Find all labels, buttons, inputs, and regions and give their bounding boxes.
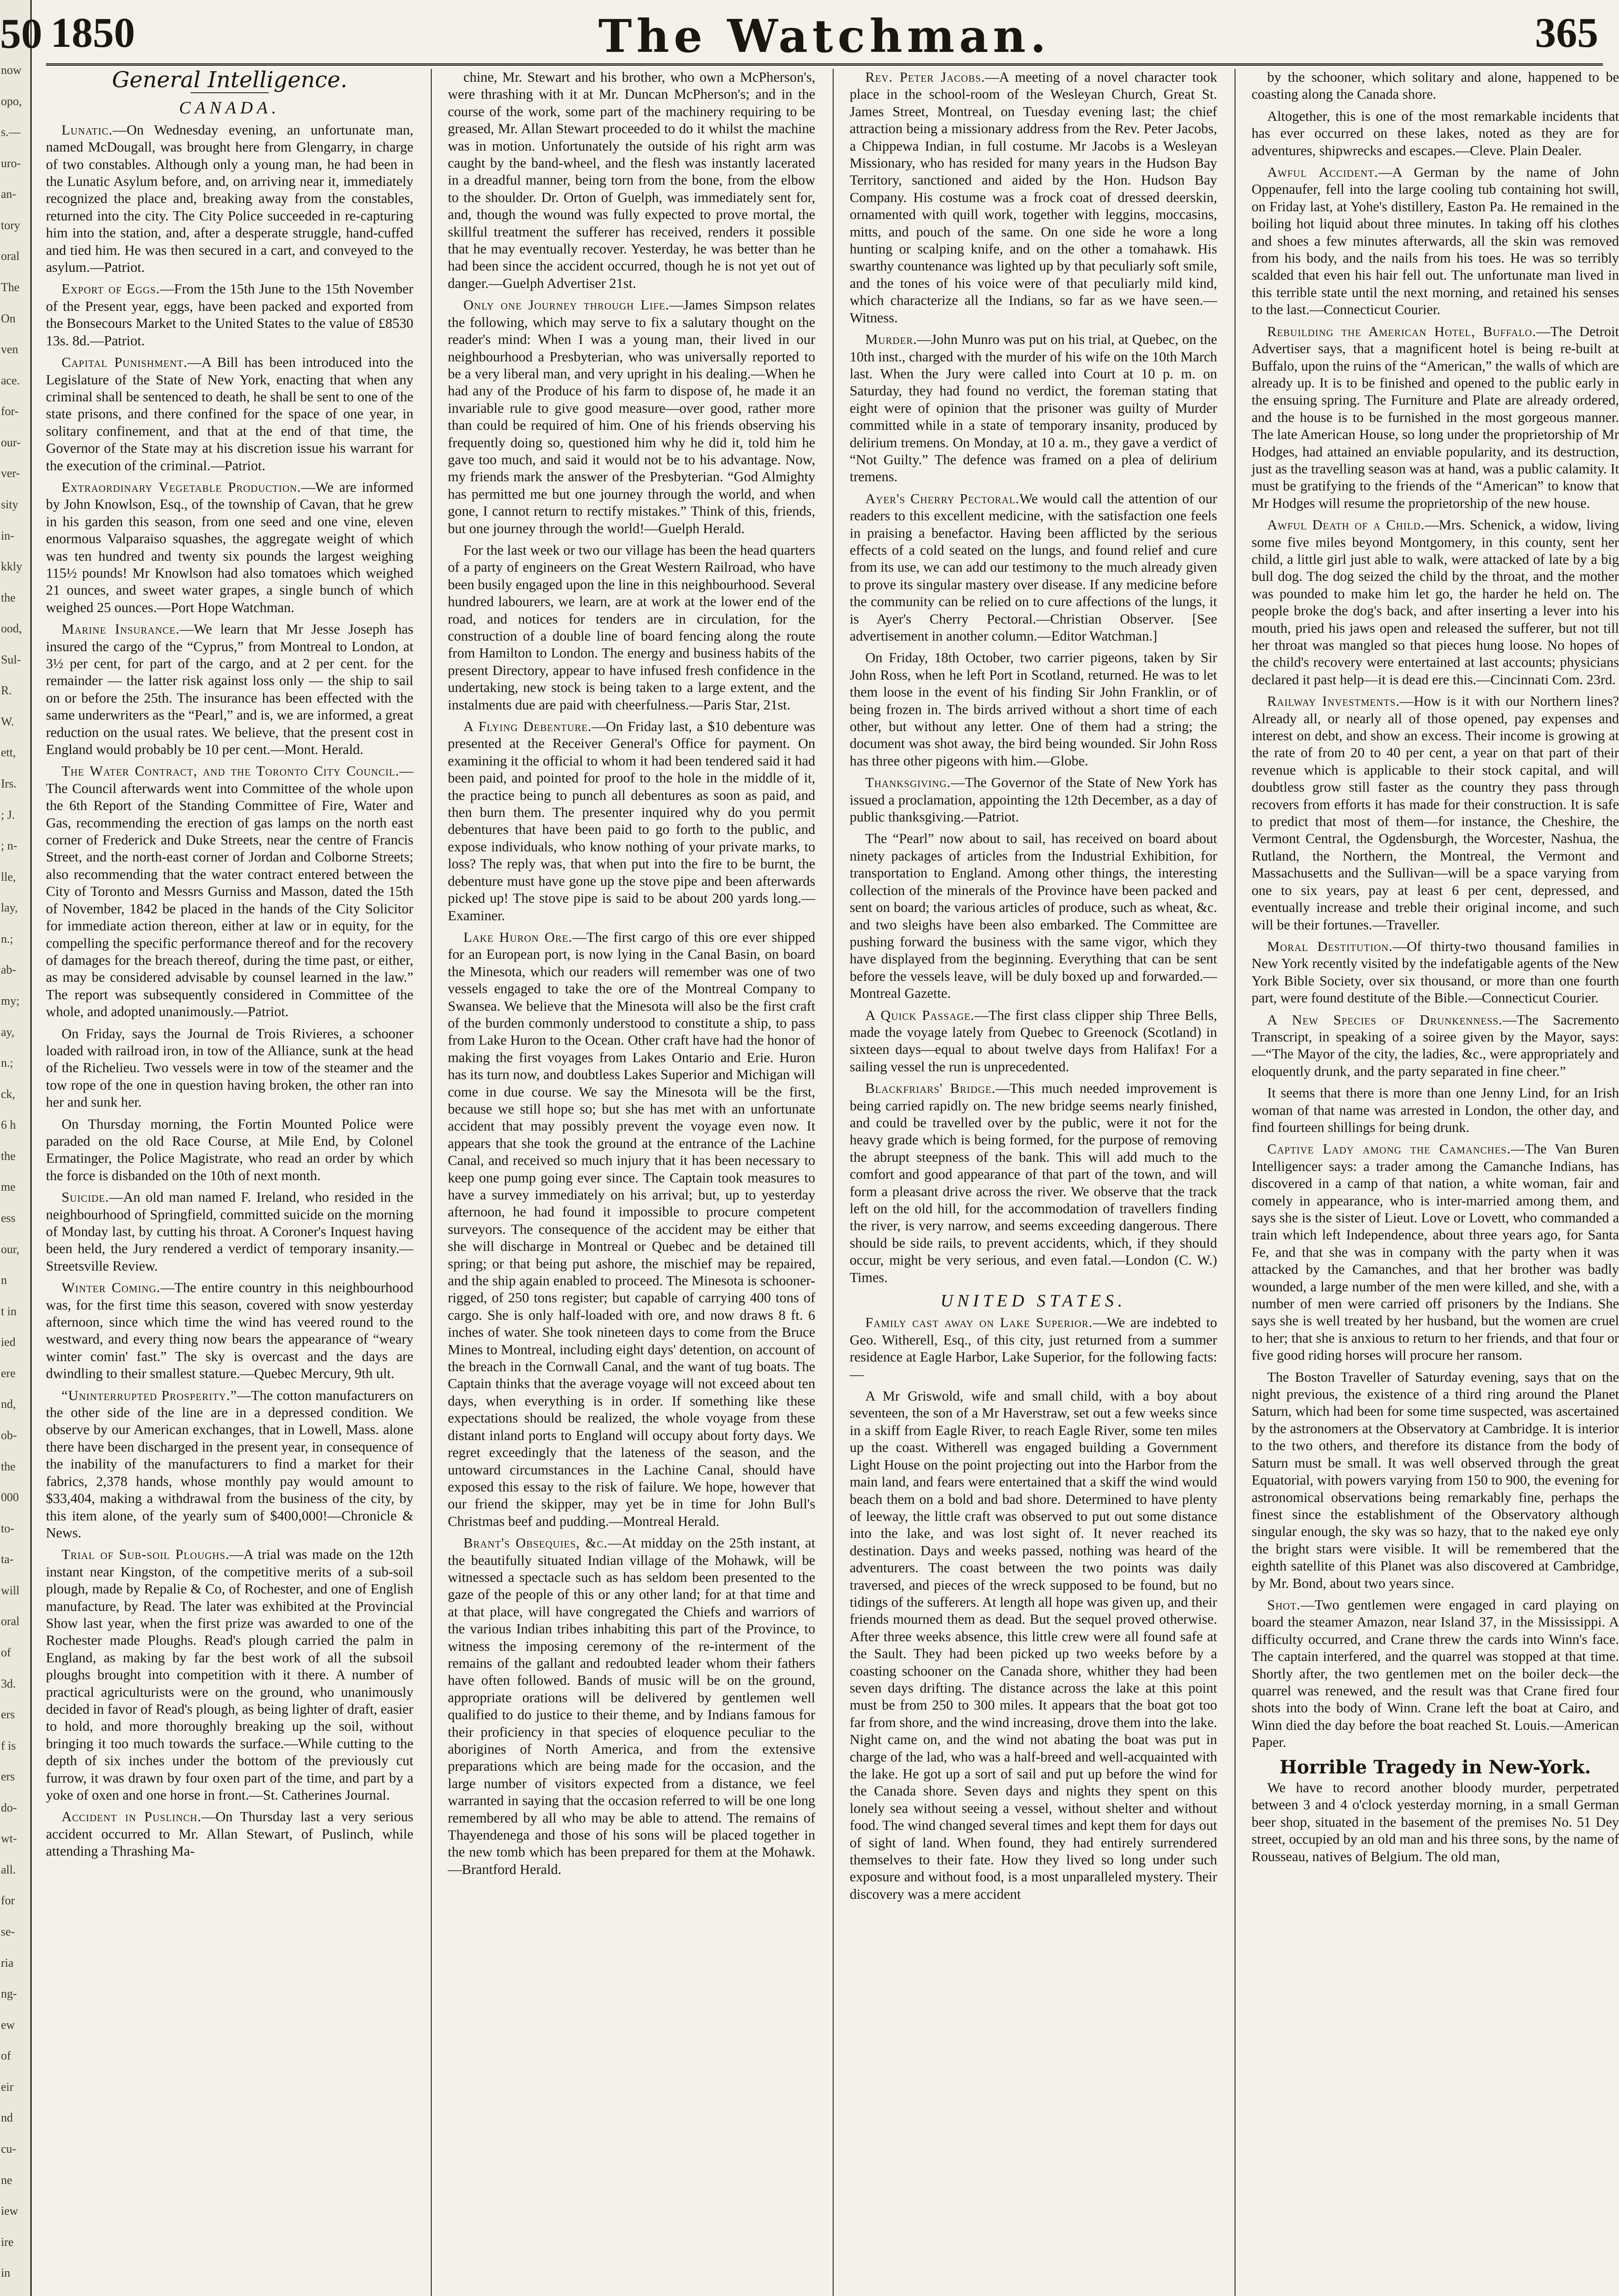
news-item-body: —Of thirty-two thousand families in New York recently visited by the indefatigable agents of the New York Bible Society, over six thousand, or more than one fourth part, were found destitute of the Bible.—Connecticut Courier. bbox=[1252, 938, 1619, 1006]
edge-fragment: my; bbox=[1, 994, 20, 1008]
edge-fragment: ood, bbox=[1, 622, 22, 636]
edge-fragment: our- bbox=[1, 435, 21, 449]
news-item bbox=[46, 281, 413, 349]
newspaper-title: The Watchman. bbox=[598, 10, 1051, 63]
news-item bbox=[46, 1025, 413, 1111]
news-item-body: A Mr Griswold, wife and small child, with a boy about seventeen, the son of a Mr Haverstraw, set out a few weeks since in a skiff from Eagle River, to reach Eagle River, some ten miles up the coast. Witherell was engaged building a Government Light House on the point projecting out into the Harbor from the main land, and fears were entertained that a skiff the wind would beach them on a bold and bad shore. Determined to have plenty of leeway, the little craft was observed to put out some distance into the lake, and was lost sight of. It never reached its destination. Days and weeks passed, nothing was heard of the adventurers. The coast between the two points was daily traversed, and pieces of the wreck supposed to be found, but no tidings of the sufferers. At length all hope was given up, and their friends mourned them as dead. But the sequel proved otherwise. After three weeks absence, this little crew were all found safe at the Sault. They had been picked up two weeks before by a coasting schooner on the Canada shore, whither they had been seven days drifting. The distance across the lake at this point must be from 250 to 300 miles. It appears that the boat got too far from shore, and the wind increasing, drove them into the lake. Night came on, and the wind not abating the boat was put in charge of the lad, who was a half-breed and well-acquainted with the lake. He got up a sort of sail and put up before the wind for the Canada shore. Seven days and nights they spent on this lonely sea without seeing a vessel, without shelter and without food. The wind changed several times and kept them for days out of sight of land. When found, they had entirely surrendered themselves to their fate. How they lived so long under such exposure and without food, is a most unparalleled mystery. Their discovery was a mere accident bbox=[850, 1388, 1217, 1902]
news-item-body: —On Thursday last a very serious accident occurred to Mr. Allan Stewart, of Puslinch, while attending a Thrashing Ma- bbox=[46, 1809, 413, 1859]
edge-fragment: the bbox=[1, 1149, 16, 1163]
edge-fragment: lay, bbox=[1, 901, 18, 915]
news-item bbox=[850, 1388, 1217, 1903]
edge-fragment: se- bbox=[1, 1925, 15, 1939]
news-item-body: —The first class clipper ship Three Bells, made the voyage lately from Quebec to Greenock (Scotland) in sixteen days—equal to about twelve days from Halifax! For a sailing vessel the run is unprecedented. bbox=[850, 1007, 1217, 1075]
news-item-body: —How is it with our Northern lines? Already all, or nearly all of those opened, pay expenses and interest on debt, and show an excess. Their income is growing at the rate of from 20 to 40 per cent, a year on that part of their revenue which is applicable to their stock capital, and will doubtless grow still faster as the country they pass through recovers from efforts it has made for their construction. It is safe to predict that most of them—for instance, the Cheshire, the Vermont Central, the Ogdensburgh, the Worcester, Nashua, the Rutland, the Northern, the Montreal, the Vermont and Massachusetts and the Sullivan—will be a space varying from one to six years, pay at least 6 per cent, depressed, and eventually increase and treble their original income, and such will be their fortunes.—Traveller. bbox=[1252, 693, 1619, 933]
edge-fragment: in bbox=[1, 2266, 11, 2280]
news-item-lead: Export of Eggs. bbox=[62, 281, 160, 297]
column-1 bbox=[46, 69, 413, 2296]
edge-fragment: Sul- bbox=[1, 653, 21, 666]
section-heading-horrible: Horrible Tragedy in New-York. bbox=[1279, 1756, 1591, 1778]
news-item-body: —A German by the name of John Oppenaufer, fell into the large cooling tub containing hot swill, on Friday last, at Yohe's distillery, Easton Pa. He remained in the boiling hot liquid about three minutes. In taking off his clothes and shoes a few minutes afterwards, all the skin was removed from his body, and the nails from his toes. He was so terribly scalded that even his hair fell out. The unfortunate man lived in this terrible state until the next morning, and retained his senses to the last.—Connecticut Courier. bbox=[1252, 164, 1619, 318]
news-item-lead: The Water Contract, and the Toronto City Council. bbox=[62, 763, 400, 779]
news-item-lead: Awful Death of a Child. bbox=[1267, 517, 1425, 533]
column-rule bbox=[833, 69, 834, 2296]
column-2 bbox=[448, 69, 815, 2296]
edge-fragment: s.— bbox=[1, 125, 21, 139]
news-item bbox=[1252, 164, 1619, 319]
edge-fragment: me bbox=[1, 1180, 16, 1194]
edge-fragment: all. bbox=[1, 1863, 16, 1876]
news-item bbox=[46, 1279, 413, 1382]
news-item bbox=[1252, 69, 1619, 103]
edge-fragment: will bbox=[1, 1583, 20, 1597]
news-item bbox=[850, 1007, 1217, 1076]
edge-fragment: iew bbox=[1, 2204, 18, 2218]
news-item bbox=[46, 1546, 413, 1804]
news-item bbox=[46, 1808, 413, 1860]
edge-fragment: of bbox=[1, 1645, 11, 1659]
news-item-body: It seems that there is more than one Jenny Lind, for an Irish woman of that name was arrested in London, the other day, and find fourteen shillings for being drunk. bbox=[1252, 1085, 1619, 1135]
edge-fragment: The bbox=[1, 280, 20, 294]
news-item-body: —This much needed improvement is being carried rapidly on. The new bridge seems nearly finished, and could be travelled over by the public, were it not for the heavy grade which is being formed, for the purpose of removing the abrupt steepness of the bank. This will add much to the comfort and good appearance of that part of the town, and will form a pleasant drive across the river. We observe that the track left on the old hill, for the accommodation of travellers finding the river, is very narrow, and seems exceeding dangerous. There should be side rails, to prevent accidents, which, if they should occur, might be very serious, and even fatal.—London (C. W.) Times. bbox=[850, 1080, 1217, 1285]
news-item-lead: Awful Accident. bbox=[1267, 164, 1378, 180]
news-item bbox=[448, 69, 815, 292]
edge-fragment: ew bbox=[1, 2018, 15, 2032]
news-item-body: On Friday, 18th October, two carrier pigeons, taken by Sir John Ross, when he left Port in Scotland, returned. He was to let them loose in the event of his finding Sir John Franklin, or of being frozen in. The birds arrived without a short time of each other, but without any letter. One of them had a string; the document was shot away, the bird being wounded. Sir John Ross has three other pigeons with him.—Globe. bbox=[850, 650, 1217, 769]
news-item-lead: Shot. bbox=[1267, 1597, 1301, 1613]
news-item bbox=[850, 69, 1217, 326]
news-item-body: —Two gentlemen were engaged in card playing on board the steamer Amazon, near Island 37, in the Mississippi. A difficulty occurred, and Crane threw the cards into Winn's face. The captain interfered, and the quarrel was stopped at that time. Shortly after, the two gentlemen met on the boiler deck—the quarrel was renewed, and the result was that Crane fired four shots into the body of Winn. Crane left the boat at Cairo, and Winn died the day before the boat reached St. Louis.—American Paper. bbox=[1252, 1597, 1619, 1750]
edge-fragment: ver- bbox=[1, 467, 20, 480]
news-item-lead: Moral Destitution. bbox=[1267, 938, 1393, 954]
news-item-body: —The Detroit Advertiser says, that a magnificent hotel is being re-built at Buffalo, upon the ruins of the “American,” the walls of which are already up. It is to be finished and opened to the public early in the ensuing spring. The Furniture and Plate are already ordered, and the house is to be furnished in the most gorgeous manner. The late American House, so long under the proprietorship of Mr Hodges, had attained an enviable popularity, and its destruction, just as the travelling season was at hand, was a public calamity. It must be gratifying to the friends of the “American” to know that Mr Hodges will resume the proprietorship of the new house. bbox=[1252, 323, 1619, 511]
edge-fragment: eir bbox=[1, 2080, 14, 2093]
news-item bbox=[850, 830, 1217, 1002]
news-item-lead: Rev. Peter Jacobs. bbox=[865, 69, 985, 85]
edge-fragment: n bbox=[1, 1273, 7, 1287]
news-item bbox=[1252, 323, 1619, 512]
edge-fragment: ta- bbox=[1, 1553, 14, 1566]
edge-fragment: ire bbox=[1, 2235, 14, 2249]
news-item-lead: Suicide. bbox=[62, 1189, 109, 1205]
news-item bbox=[448, 1535, 815, 1878]
news-item bbox=[46, 621, 413, 758]
news-item bbox=[1252, 1779, 1619, 1865]
edge-fragment: oral bbox=[1, 249, 20, 263]
column-3 bbox=[850, 69, 1217, 2296]
news-item bbox=[850, 649, 1217, 770]
news-item-lead: Lunatic. bbox=[62, 122, 113, 138]
edge-fragment: wt- bbox=[1, 1832, 17, 1846]
masthead bbox=[46, 8, 1603, 66]
edge-fragment: ; J. bbox=[1, 808, 15, 822]
news-item bbox=[46, 479, 413, 616]
news-item-body: Altogether, this is one of the most remarkable incidents that has ever occurred on these lakes, noted as they are for adventures, shipwrecks and escapes.—Cleve. Plain Dealer. bbox=[1252, 108, 1619, 158]
news-item bbox=[1252, 1597, 1619, 1751]
page-number: 365 bbox=[1535, 9, 1598, 56]
news-item-lead: A Quick Passage. bbox=[865, 1007, 975, 1023]
news-item bbox=[850, 1314, 1217, 1383]
edge-fragment: for bbox=[1, 1894, 15, 1908]
news-item-lead: Thanksgiving. bbox=[865, 775, 951, 791]
edge-fragment: tory bbox=[1, 218, 20, 232]
news-item-body: —The entire country in this neighbourhood was, for the first time this season, covered with snow yesterday afternoon, since which time the wind has veered round to the westward, and every thing now bears the appearance of “weary winter comin' fast.” The sky is overcast and the days are dwindling to their smallest stature.—Quebec Mercury, 9th ult. bbox=[46, 1280, 413, 1382]
edge-fragment: ace. bbox=[1, 373, 20, 387]
edge-fragment: an- bbox=[1, 187, 17, 201]
news-item-lead: Family cast away on Lake Superior. bbox=[865, 1315, 1093, 1331]
edge-fragment: ; n- bbox=[1, 839, 17, 853]
news-item-body: For the last week or two our village has been the head quarters of a party of engineers on the Great Western Railroad, who have been busily engaged upon the line in this neighbourhood. Several hundred labourers, we learn, are at work at the lower end of the road, and notices for tenders are in circulation, for the construction of a double line of board fencing along the route from Hamilton to London. The energy and business habits of the present Directory, appear to have infused fresh confidence in the undertaking, new stock is being taken to a large extent, and the instalments due are paid with cheerfulness.—Paris Star, 21st. bbox=[448, 542, 815, 713]
news-item-body: —James Simpson relates the following, which may serve to fix a salutary thought on the reader's mind: When I was a young man, their lived in our neighbourhood a Presbyterian, who was universally reported to be a very liberal man, and very upright in his dealing.—When he had any of the Produce of his farm to dispose of, he made it an invariable rule to give good measure—over good, rather more than could be required of him. One of his friends observing his frequently doing so, questioned him why he did it, told him he gave too much, and said it would not be to his advantage. Now, my friends mark the answer of the Presbyterian. “God Almighty has permitted me but one journey through the world, and when gone, I cannot return to rectify mistakes.” Think of this, friends, but one journey through the world!—Guelph Herald. bbox=[448, 297, 815, 536]
edge-fragment: 6 h bbox=[1, 1118, 16, 1132]
news-item-lead: Winter Coming. bbox=[62, 1280, 161, 1296]
edge-fragment: On bbox=[1, 311, 16, 325]
section-heading-general: General Intelligence. bbox=[112, 67, 348, 93]
news-item-lead: Ayer's Cherry Pectoral. bbox=[865, 490, 1020, 506]
column-rule bbox=[431, 69, 432, 2296]
news-item-lead: Accident in Puslinch. bbox=[62, 1809, 202, 1825]
news-item bbox=[1252, 108, 1619, 159]
edge-fragment: uro- bbox=[1, 156, 21, 170]
news-item bbox=[850, 1080, 1217, 1286]
edge-fragment: cu- bbox=[1, 2142, 17, 2156]
news-item-body: —John Munro was put on his trial, at Quebec, on the 10th inst., charged with the murder of his wife on the 10th March last. When the Jury were called into Court at 10 p. m. on Saturday, they had found no verdict, the foreman stating that eight were of opinion that the prisoner was guilty of Murder committed while in a state of temporary insanity, produced by delirium tremens. On Monday, at 10 a. m., they gave a verdict of “Not Guilty.” The defence was framed on a plea of delirium tremens. bbox=[850, 332, 1217, 485]
news-item-body: —Mrs. Schenick, a widow, living some five miles beyond Montgomery, in this county, sent her child, a little girl just able to walk, were attacked of late by a big bull dog. The dog seized the child by the throat, and the mother was pounded to make him let go, the harder he held on. The people broke the dog's back, and after inserting a lever into his mouth, pried his jaws open and released the sufferer, but not till her throat was mangled so that pieces hung loose. No hopes of the child's recovery were entertained at last accounts; physicians declared it past help—it is dead ere this.—Cincinnati Com. 23rd. bbox=[1252, 517, 1619, 687]
news-item-body: —From the 15th June to the 15th November of the Present year, eggs, have been packed and exported from the Bonsecours Market to the United States to the value of £8530 13s. 8d.—Patriot. bbox=[46, 281, 413, 349]
edge-fragment: the bbox=[1, 1459, 16, 1473]
edge-fragment: oral bbox=[1, 1615, 20, 1628]
news-item-body: On Friday, says the Journal de Trois Rivieres, a schooner loaded with railroad iron, in tow of the Alliance, sunk at the head of the Richelieu. Two vessels were in tow of the steamer and the tow rope of the one in question having broken, the other ran into her and sunk her. bbox=[46, 1025, 413, 1110]
edge-fragment: lle, bbox=[1, 870, 16, 884]
news-item-body: —An old man named F. Ireland, who resided in the neighbourhood of Springfield, committed suicide on the morning of Monday last, by cutting his throat. A Coroner's Inquest having been held, the Jury rendered a verdict of temporary insanity.—Streetsville Review. bbox=[46, 1189, 413, 1274]
edge-fragment: ett, bbox=[1, 746, 16, 760]
news-item-lead: Trial of Sub-soil Ploughs. bbox=[62, 1547, 230, 1563]
news-item-body: —On Wednesday evening, an unfortunate man, named McDougall, was brought here from Glengarry, in charge of two constables. Although only a young man, he had been in the Lunatic Asylum before, and, on arriving near it, immediately recognized the place and, breaking away from the constables, returned into the city. The City Police succeeded in re-capturing him into the station, and, after a desperate struggle, hand-cuffed and tied him. He was then secured in a cart, and conveyed to the asylum.—Patriot. bbox=[46, 122, 413, 276]
news-item-body: The Boston Traveller of Saturday evening, says that on the night previous, the existence of a third ring around the Planet Saturn, which had been for some time suspected, was ascertained by the astronomers at the Observatory at Cambridge. It is interior to the two others, and therefore its distance from the body of Saturn must be small. It was well observed through the great Equatorial, with powers varying from 150 to 900, the evening for astronomical observations being remarkably fine, perhaps the finest since the establishment of the Observatory although singular enough, the sky was so hazy, that to the naked eye only the bright stars were visible. It will be remembered that the eighth satellite of this Planet was also discovered at Cambridge, by Mr. Bond, about two years since. bbox=[1252, 1369, 1619, 1591]
news-item-body: —A trial was made on the 12th instant near Kingston, of the competitive merits of a sub-soil plough, made by Repalie & Co, of Rochester, and one of English manufacture, by Read. The later was exhibited at the Provincial Show last year, when the first prize was awarded to one of the Rochester made Ploughs. Read's plough carried the palm in England, as making by far the best work of all the subsoil ploughs brought into competition with it there. A number of practical agriculturists were on the ground, who unanimously decided in favor of Read's plough, as being lighter of draft, easier to hold, and more thoroughly breaking up the soil, without bringing it too much towards the surface.—While cutting to the depth of six inches under the bottom of the previously cut furrow, it was drawn by four oxen part of the time, and part by a yoke of oxen and one horse in front.—St. Catherines Journal. bbox=[46, 1547, 413, 1803]
news-item-lead: Railway Investments. bbox=[1267, 693, 1400, 709]
news-item-body: —We are informed by John Knowlson, Esq., of the township of Cavan, that he grew in his garden this season, from one seed and one vine, eleven enormous Valparaiso squashes, the aggregate weight of which was ten hundred and twenty six pounds the largest weighing 115½ pounds! Mr Knowlson had also tomatoes which weighed 21 ounces, and sweet water grapes, a single bunch of which weighed 25 ounces.—Port Hope Watchman. bbox=[46, 479, 413, 615]
edge-fragment: nd, bbox=[1, 1397, 16, 1411]
edge-fragment: W. bbox=[1, 715, 14, 728]
news-item bbox=[46, 763, 413, 1020]
edge-fragment: Irs. bbox=[1, 777, 17, 791]
news-item bbox=[448, 542, 815, 714]
edge-fragment: ied bbox=[1, 1335, 16, 1349]
edge-fragment: ob- bbox=[1, 1428, 17, 1442]
news-item bbox=[850, 490, 1217, 645]
news-item bbox=[850, 331, 1217, 486]
edge-fragment: for- bbox=[1, 405, 19, 418]
news-item-body: —The Governor of the State of New York has issued a proclamation, appointing the 12th December, as a day of public thanksgiving.—Patriot. bbox=[850, 775, 1217, 825]
issue-year: 1850 bbox=[51, 9, 135, 56]
edge-fragment: kkly bbox=[1, 560, 23, 574]
news-item-body: —A meeting of a novel character took place in the school-room of the Wesleyan Church, Great St. James Street, Montreal, on Tuesday evening last; the chief attraction being a missionary address from the Rev. Peter Jacobs, a Chippewa Indian, in full costume. Mr Jacobs is a Wesleyan Missionary, who has resided for many years in the Hudson Bay Territory, sanctioned and aided by the Hon. Hudson Bay Company. His costume was a frock coat of dressed deerskin, ornamented with quill work, together with leggins, moccasins, mitts, and pouch of the same. On one side he wore a long hunting or scalping knife, and on the other a tomahawk. His swarthy countenance was lighted up by that peculiarly soft smile, and the tones of his voice were of that peculiarly mild kind, which characterize all the Indians, so far as we have seen.—Witness. bbox=[850, 69, 1217, 326]
edge-fragment: nd bbox=[1, 2111, 13, 2125]
news-item-body: —We are indebted to Geo. Witherell, Esq., of this city, just returned from a summer residence at Eagle Harbor, Lake Superior, for the following facts:— bbox=[850, 1315, 1217, 1382]
edge-fragment: opo, bbox=[1, 94, 22, 108]
edge-fragment: ess bbox=[1, 1211, 16, 1225]
news-item-lead: “Uninterrupted Prosperity.” bbox=[62, 1387, 237, 1403]
adjacent-page-edge bbox=[0, 0, 42, 2296]
edge-fragment: ria bbox=[1, 1956, 14, 1970]
news-item-body: The “Pearl” now about to sail, has received on board about ninety packages of articles from the Industrial Exhibition, for transportation to England. Among other things, the interesting collection of the minerals of the Province have been packed and sent on board; the various articles of produce, such as wheat, &c. and two sleighs have been also embarked. The Committee are pushing forward the business with the same vigor, which they have displayed from the beginning. Everything that can be sent before the vessels leave, will be duly boxed up and forwarded.—Montreal Gazette. bbox=[850, 831, 1217, 1002]
news-item-lead: Captive Lady among the Camanches. bbox=[1267, 1141, 1511, 1157]
edge-fragment: R. bbox=[1, 684, 12, 698]
news-item bbox=[1252, 1085, 1619, 1136]
edge-fragment: ers bbox=[1, 1708, 15, 1722]
edge-fragment: n.; bbox=[1, 932, 13, 945]
edge-fragment: ven bbox=[1, 343, 18, 356]
edge-fragment: now bbox=[1, 63, 22, 77]
news-item bbox=[46, 1387, 413, 1542]
edge-fragment: n.; bbox=[1, 1056, 13, 1070]
edge-fragment: t in bbox=[1, 1304, 17, 1318]
edge-fragment: 3d. bbox=[1, 1677, 16, 1690]
edge-fragment: in- bbox=[1, 529, 14, 542]
edge-fragment: ers bbox=[1, 1770, 15, 1784]
edge-fragment: ne bbox=[1, 2173, 12, 2187]
news-item-lead: Brant's Obsequies, &c. bbox=[463, 1535, 608, 1551]
news-item-body: We would call the attention of our readers to this excellent medicine, with the satisfaction one feels in praising a benefactor. Having been afflicted by the serious effects of a cold seated on the lungs, and found relief and cure from its use, we can add our testimony to the much already given to prove its singular mastery over disease. If any medicine before the community can be relied on to cure affections of the lungs, it is Ayer's Cherry Pectoral.—Christian Observer. [See advertisement in another column.—Editor Watchman.] bbox=[850, 490, 1218, 644]
news-item-body: —A Bill has been introduced into the Legislature of the State of New York, enacting that when any criminal shall be sentenced to death, he shall be sent to one of the state prisons, and there confined for the space of one year, in solitary confinement, and that at the end of that time, the Governor of the State may at his discretion issue his warrant for the execution of the criminal.—Patriot. bbox=[46, 355, 414, 473]
news-item-body: —The Sacremento Transcript, in speaking of a soiree given by the Mayor, says:—“The Mayor of the city, the ladies, &c., were appropriately and eloquently drunk, and the party separated in fine cheer.” bbox=[1252, 1012, 1619, 1079]
adjacent-folio: 50 bbox=[0, 10, 42, 57]
news-item-lead: Lake Huron Ore. bbox=[463, 929, 573, 945]
edge-fragment: ck, bbox=[1, 1087, 16, 1101]
news-item bbox=[1252, 938, 1619, 1007]
edge-fragment: f is bbox=[1, 1739, 16, 1752]
news-item-body: —The cotton manufacturers on the other side of the line are in a depressed condition. We observe by our American exchanges, that in Lowell, Mass. alone there have been discharged in the present year, in consequence of the inability of the manufacturers to find a market for their fabrics, 2,378 hands, whose monthly pay would amount to $33,404, making a withdrawal from the business of the city, by this item alone, of the yearly sum of $400,000!—Chronicle & News. bbox=[46, 1387, 413, 1541]
news-item-body: —We learn that Mr Jesse Joseph has insured the cargo of the “Cyprus,” from Montreal to London, at 3½ per cent, for part of the cargo, and at 2 per cent. for the remainder — the latter risk against loss only — the ship to sail on or before the 25th. The insurance has been effected with the same underwriters as the “Pearl,” and is, we are informed, a great reduction on the usual rates. We believe, that the present cost in England would probably be 10 per cent.—Mont. Herald. bbox=[46, 621, 413, 758]
news-item bbox=[448, 718, 815, 924]
news-item-body: —The first cargo of this ore ever shipped for an European port, is now lying in the Canal Basin, on board the Minesota, which our readers will remember was one of two vessels engaged to take the ore of the Montreal Company to Swansea. We believe that the Minesota will also be the first craft of the burden commonly understood to constitute a ship, to pass from Lake Huron to the Ocean. Other craft have had the honor of making the first voyages from Lakes Ontario and Erie. Huron has its turn now, and doubtless Lakes Superior and Michigan will come in due course. We say the Minesota will be the first, because we still hope so; but she has met with an unfortunate accident that may possibly prevent the voyage even now. It appears that she took the ground at the entrance of the Lachine Canal, and received so much injury that it has been necessary to keep one pump going ever since. The Captain took measures to have a survey immediately on his arrival; but, up to yesterday afternoon, he had found it impossible to procure competent surveyors. The consequence of the accident may be either that she will discharge in Montreal or Quebec and be detained till spring; or that being put ashore, the mischief may be repaired, and the ship again enabled to proceed. The Minesota is schooner-rigged, of 250 tons register; but capable of carrying 400 tons of cargo. She is only half-loaded with ore, and now draws 8 ft. 6 inches of water. She took nineteen days to come from the Bruce Mines to Montreal, including eight days' detention, on account of the breach in the Cornwall Canal, and the want of tug boats. The Captain thinks that the average voyage will not exceed about ten days, when everything is in order. If something like these expectations should be realized, the whole voyage from these distant inland ports to England will occupy about forty days. We regret exceedingly that the lateness of the season, and the untoward circumstances in the Lachine Canal, should have exposed this essay to the risk of failure. We hope, however that our friend the skipper, may yet be in time for John Bull's Christmas beef and pudding.—Montreal Herald. bbox=[448, 929, 815, 1529]
edge-fragment: ay, bbox=[1, 1025, 15, 1039]
news-item bbox=[46, 1189, 413, 1275]
column-4 bbox=[1252, 69, 1619, 2296]
news-item-lead: A New Species of Drunkenness. bbox=[1267, 1012, 1503, 1028]
edge-fragment: ng- bbox=[1, 1987, 17, 2001]
edge-fragment: sity bbox=[1, 497, 18, 511]
news-item-body: by the schooner, which solitary and alone, happened to be coasting along the Canada shore. bbox=[1252, 69, 1619, 102]
news-item bbox=[46, 1116, 413, 1185]
news-item-lead: Murder. bbox=[865, 332, 917, 348]
news-item-body: —On Friday last, a $10 debenture was presented at the Receiver General's Office for payment. On examining it the official to whom it had been tendered said it had been paid, and pointed for proof to the hole in the middle of it, the practice being to punch all debentures as soon as paid, and then burn them. The presenter inquired why do you permit debentures that have been paid to go forth to the public, and expose individuals, who know nothing of your private marks, to loss? The reply was, that when put into the fire to be burnt, the debenture must have gone up the stove pipe and been afterwards picked up! The stove pipe is said to be about 200 yards long.—Examiner. bbox=[448, 719, 815, 923]
news-item bbox=[850, 774, 1217, 826]
news-item-lead: A Flying Debenture. bbox=[463, 719, 592, 735]
news-item bbox=[46, 122, 413, 276]
edge-fragment: 000 bbox=[1, 1491, 19, 1504]
news-item-lead: Rebuilding the American Hotel, Buffalo. bbox=[1267, 323, 1536, 339]
edge-fragment: ab- bbox=[1, 963, 17, 977]
news-item bbox=[1252, 1012, 1619, 1080]
news-item-body: —The Council afterwards went into Committee of the whole upon the 6th Report of the Standing Committee of Fire, Water and Gas, recommending the erection of gas lamps on the north east corner of Frederick and Duke Streets, near the centre of Francis Street, and the north-east corner of Jordan and Colborne Streets; also recommending that the water contract entered between the City of Toronto and Messrs Gurniss and Masson, dated the 15th of November, 1842 be placed in the hands of the City Solicitor for immediate action thereon, either at law or in equity, for the compelling the specific performance thereof and for the recovery of damages for the breach thereof, during the time past, or either, as may be considered advisable by counsel learned in the law.” The report was subsequently considered in Committee of the whole, and adopted unanimously.—Patriot. bbox=[46, 763, 413, 1020]
news-item bbox=[1252, 1369, 1619, 1592]
news-item bbox=[448, 929, 815, 1530]
news-item-lead: Blackfriars' Bridge. bbox=[865, 1080, 996, 1097]
news-item bbox=[1252, 693, 1619, 934]
edge-fragment: our, bbox=[1, 1242, 20, 1256]
news-item-body: —The Van Buren Intelligencer says: a trader among the Camanche Indians, has discovered in a camp of that nation, a white woman, fair and comely in appearance, who is inter-married among them, and says she is the sister of Lieut. Love or Lovett, who commanded a train which left Independence, about three years ago, for Santa Fe, and that she was in company with the party when it was attacked by the Camanches, and that her brother was badly wounded, a large number of the men were killed, and she, with a number of men were carried off prisoners by the Indians. She says she is well treated by her husband, but the women are cruel to her; that she is anxious to return to her friends, and that four or five good riding horses will procure her ransom. bbox=[1252, 1141, 1619, 1363]
edge-fragment: ere bbox=[1, 1366, 16, 1380]
news-item-lead: Extraordinary Vegetable Production. bbox=[62, 479, 301, 495]
edge-fragment: the bbox=[1, 591, 16, 604]
news-item-body: chine, Mr. Stewart and his brother, who own a McPherson's, were thrashing with it at Mr. Duncan McPherson's; and in the course of the work, some part of the machinery requiring to be greased, Mr. Allan Stewart proceeded to do it whilst the machine was in motion. Unfortunately the outside of his right arm was caught by the band-wheel, and the flesh was instantly lacerated in a dreadful manner, being torn from the bone, from the elbow to the shoulder. Dr. Orton of Guelph, was immediately sent for, and, though the wound was fully expected to prove mortal, the skillful treatment the sufferer has received, renders it possible that he may eventually recover. Yesterday, he was better than he had been since the accident occurred, though he is not yet out of danger.—Guelph Advertiser 21st. bbox=[448, 69, 815, 291]
section-heading-united-states: UNITED STATES. bbox=[940, 1291, 1127, 1311]
news-item-lead: Only one Journey through Life. bbox=[463, 297, 670, 313]
news-item bbox=[448, 297, 815, 537]
news-item bbox=[46, 354, 413, 474]
section-heading-canada: CANADA. bbox=[179, 98, 281, 118]
news-item-body: On Thursday morning, the Fortin Mounted Police were paraded on the old Race Course, at Mile End, by Colonel Ermatinger, the Police Magistrate, who read an order by which the force is disbanded on the 10th of next month. bbox=[46, 1116, 413, 1183]
news-item-body: We have to record another bloody murder, perpetrated between 3 and 4 o'clock yesterday morning, in a small German beer shop, situated in the basement of the premises No. 51 Dey street, occupied by an old man and his three sons, by the name of Rousseau, natives of Belgium. The old man, bbox=[1252, 1780, 1619, 1864]
news-item bbox=[1252, 517, 1619, 688]
edge-fragment: do- bbox=[1, 1801, 17, 1814]
news-item-lead: Capital Punishment. bbox=[62, 355, 188, 371]
article-columns bbox=[46, 67, 1619, 2296]
news-item bbox=[1252, 1141, 1619, 1364]
edge-fragment: to- bbox=[1, 1521, 14, 1535]
news-item-body: —At midday on the 25th instant, at the beautifully situated Indian village of the Mohawk, will be witnessed a spectacle such as has seldom been presented to the gaze of the people of this or any other land; for at that time and at that place, will have congregated the Chiefs and warriors of the various Indian tribes inhabiting this part of the Province, to witness the imposing ceremony of the re-interment of the remains of the gallant and redoubted leader whom their fathers have often followed. Bands of music will be on the ground, appropriate orations will be delivered by gentlemen well qualified to do justice to their theme, and by Indians famous for their proficiency in that species of eloquence peculiar to the aborigines of North America, and from the extensive preparations which are being made for the occasion, and the large number of visitors expected from a distance, we feel warranted in saying that the occasion referred to will be one long remembered by all who may be able to attend. The remains of Thayendenega and those of his sons will be placed together in the new tomb which has been prepared for them at the Mohawk.—Brantford Herald. bbox=[448, 1535, 815, 1877]
news-item-lead: Marine Insurance. bbox=[62, 621, 180, 637]
edge-fragment: of bbox=[1, 2049, 11, 2063]
